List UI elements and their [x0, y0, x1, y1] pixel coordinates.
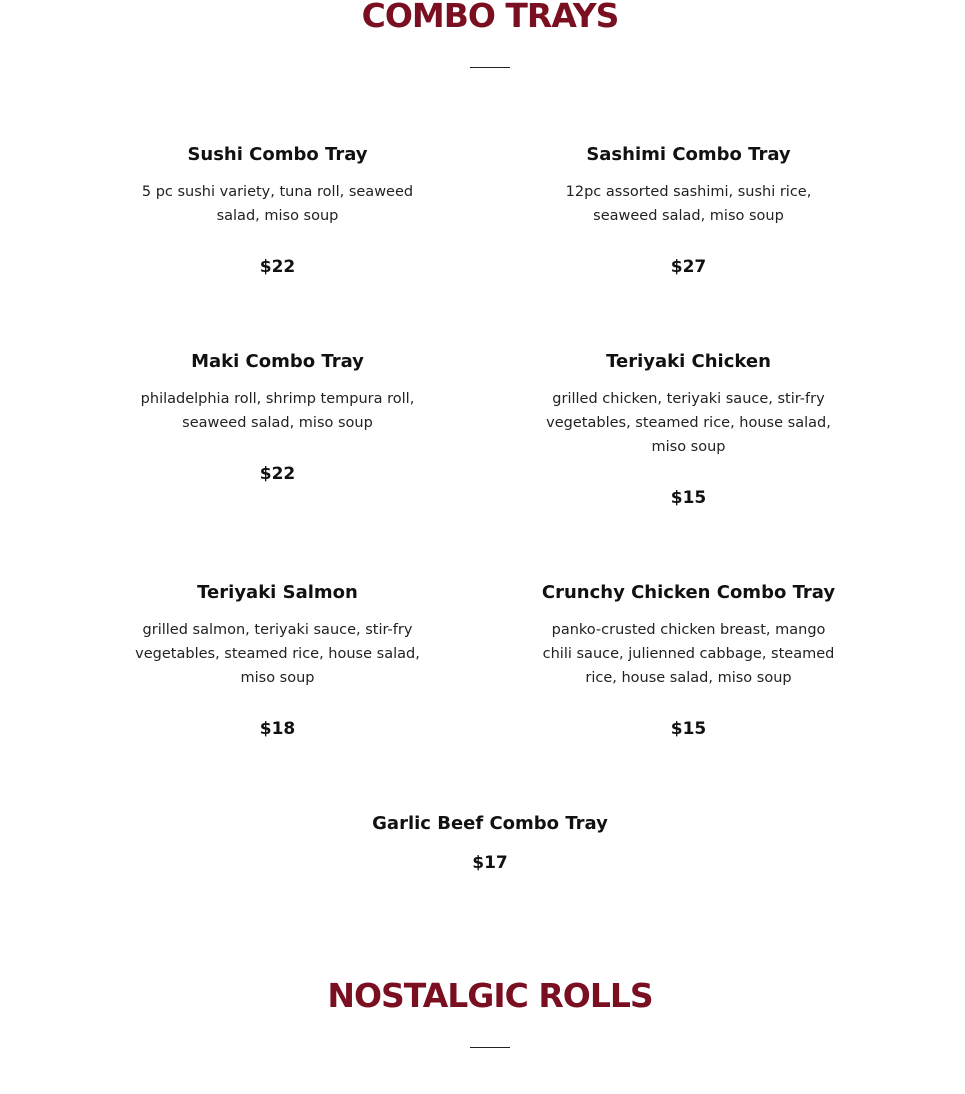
menu-item-name: Crunchy Chicken Combo Tray — [541, 582, 836, 603]
description-line: chili sauce, julienned cabbage, steamed — [542, 646, 835, 662]
description-line: seaweed salad, miso soup — [182, 415, 373, 431]
menu-item-description — [531, 387, 846, 459]
menu-item-garlic-beef-combo-tray — [320, 812, 660, 875]
section-divider — [470, 67, 510, 68]
menu-item-name: Maki Combo Tray — [191, 351, 364, 372]
menu-item-name: Sashimi Combo Tray — [586, 144, 791, 165]
menu-item-price: $27 — [670, 257, 707, 277]
section-title-nostalgic-rolls: NOSTALGIC ROLLS — [327, 976, 653, 1015]
description-line: seaweed salad, miso soup — [593, 208, 784, 224]
menu-item-sushi-combo-tray — [120, 143, 435, 279]
menu-item-teriyaki-chicken — [531, 350, 846, 510]
menu-item-description — [120, 180, 435, 228]
menu-item-description — [521, 618, 856, 690]
description-line: rice, house salad, miso soup — [585, 670, 792, 686]
menu-item-price: $15 — [670, 719, 707, 739]
description-line: miso soup — [240, 670, 315, 686]
menu-item-name: Sushi Combo Tray — [187, 144, 368, 165]
menu-item-price: $15 — [670, 488, 707, 508]
description-line: grilled chicken, teriyaki sauce, stir-fry — [552, 391, 825, 407]
menu-item-teriyaki-salmon — [120, 581, 435, 741]
menu-item-name: Teriyaki Salmon — [197, 582, 358, 603]
menu-item-description — [120, 618, 435, 690]
description-line: 12pc assorted sashimi, sushi rice, — [565, 184, 812, 200]
description-line: miso soup — [651, 439, 726, 455]
menu-item-description — [531, 180, 846, 228]
description-line: vegetables, steamed rice, house salad, — [135, 646, 420, 662]
menu-item-price: $18 — [259, 719, 296, 739]
description-line: 5 pc sushi variety, tuna roll, seaweed — [141, 184, 414, 200]
menu-item-sashimi-combo-tray — [531, 143, 846, 279]
menu-item-price: $22 — [259, 464, 296, 484]
description-line: salad, miso soup — [216, 208, 339, 224]
menu-item-price: $22 — [259, 257, 296, 277]
menu-item-crunchy-chicken-combo-tray — [521, 581, 856, 741]
menu-item-description — [120, 387, 435, 435]
menu-item-price: $17 — [472, 853, 508, 873]
description-line: panko-crusted chicken breast, mango — [551, 622, 826, 638]
menu-item-maki-combo-tray — [120, 350, 435, 486]
section-title-combo-trays: COMBO TRAYS — [361, 0, 619, 35]
section-divider — [470, 1047, 510, 1048]
description-line: philadelphia roll, shrimp tempura roll, — [140, 391, 415, 407]
menu-item-name: Teriyaki Chicken — [606, 351, 771, 372]
description-line: vegetables, steamed rice, house salad, — [546, 415, 831, 431]
menu-item-name: Garlic Beef Combo Tray — [372, 813, 608, 834]
description-line: grilled salmon, teriyaki sauce, stir-fry — [142, 622, 413, 638]
